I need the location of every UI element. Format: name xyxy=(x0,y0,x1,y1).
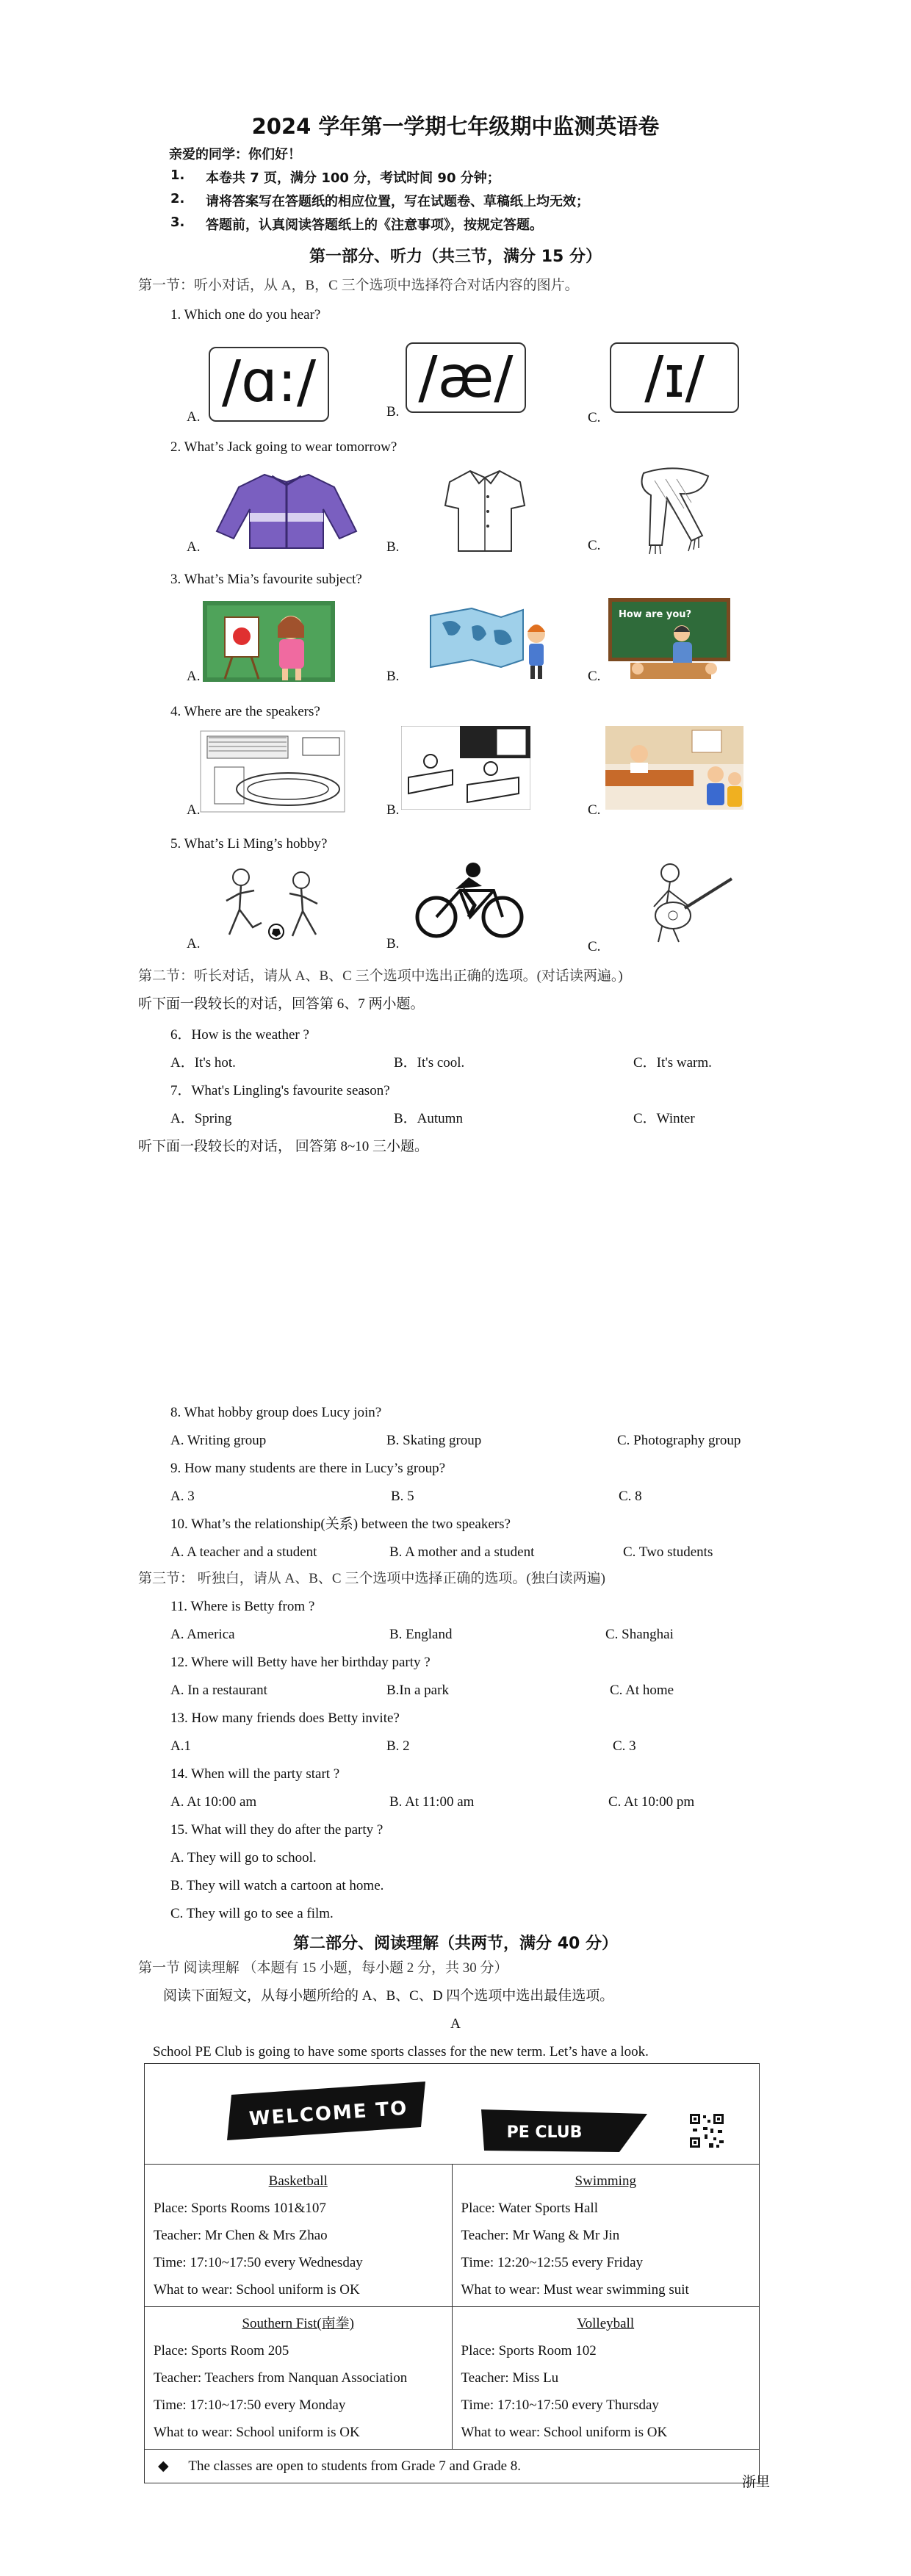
q15-option-c: C. They will go to see a film. xyxy=(170,1906,334,1921)
class-wear: What to wear: School uniform is OK xyxy=(154,2282,360,2298)
class-place: Place: Sports Rooms 101&107 xyxy=(154,2201,326,2216)
passage-label: A xyxy=(450,2016,461,2032)
question-10: 10. What’s the relationship(关系) between the two speakers? xyxy=(170,1517,511,1532)
class-name: Southern Fist(南拳) xyxy=(242,2316,355,2331)
classroom-image xyxy=(401,726,530,810)
q2-label-a: A. xyxy=(187,539,201,555)
question-4: 4. Where are the speakers? xyxy=(170,704,320,719)
dialog-b-instructions: 听下面一段较长的对话， 回答第 8~10 三小题。 xyxy=(138,1139,429,1154)
part2-instructions: 阅读下面短文，从每小题所给的 A、B、C、D 四个选项中选出最佳选项。 xyxy=(163,1988,614,2004)
board-text: How are you? xyxy=(619,609,692,620)
q5-label-b: B. xyxy=(386,936,400,951)
pe-club-banner-cell xyxy=(145,2064,760,2165)
q11-option-c: C. Shanghai xyxy=(605,1627,674,1642)
class-name: Basketball xyxy=(268,2173,328,2189)
question-2: 2. What’s Jack going to wear tomorrow? xyxy=(170,439,397,455)
notice-num-3: 3. xyxy=(170,215,185,230)
question-8: 8. What hobby group does Lucy join? xyxy=(170,1405,382,1420)
class-time: Time: 17:10~17:50 every Thursday xyxy=(461,2397,659,2413)
passage-intro: School PE Club is going to have some sports classes for the new term. Let’s have a look. xyxy=(153,2044,649,2059)
question-15: 15. What will they do after the party ? xyxy=(170,1822,384,1838)
scarf-image xyxy=(622,466,732,555)
q12-option-b: B.In a park xyxy=(386,1683,449,1698)
part1-sec2-instructions: 第二节：听长对话，请从 A、B、C 三个选项中选出正确的选项。(对话读两遍。) xyxy=(138,968,623,984)
q13-option-a: A.1 xyxy=(170,1738,191,1754)
qr-code-icon xyxy=(688,2112,725,2149)
q1-label-b: B. xyxy=(386,404,400,420)
pe-club-text: PE CLUB xyxy=(506,2123,583,2142)
q4-label-c: C. xyxy=(588,802,601,818)
question-3: 3. What’s Mia’s favourite subject? xyxy=(170,572,362,587)
class-name: Swimming xyxy=(575,2173,636,2189)
q6-option-b: B．It's cool. xyxy=(394,1055,465,1071)
q14-option-b: B. At 11:00 am xyxy=(389,1794,475,1810)
q3-label-b: B. xyxy=(386,669,400,684)
sports-field-image xyxy=(200,730,345,813)
q8-option-a: A. Writing group xyxy=(170,1433,267,1448)
q12-option-a: A. In a restaurant xyxy=(170,1683,267,1698)
ipa-card-c: /ɪ/ xyxy=(610,342,739,413)
q7-option-c: C．Winter xyxy=(633,1111,695,1126)
shirt-image xyxy=(441,467,529,554)
pe-club-note-text: The classes are open to students from Grade 7 and Grade 8. xyxy=(188,2458,522,2474)
q11-option-a: A. America xyxy=(170,1627,235,1642)
q10-option-b: B. A mother and a student xyxy=(389,1544,535,1560)
question-7: 7．What's Lingling's favourite season? xyxy=(170,1083,390,1098)
class-teacher: Teacher: Mr Chen & Mrs Zhao xyxy=(154,2228,328,2243)
q8-option-b: B. Skating group xyxy=(386,1433,482,1448)
q8-option-c: C. Photography group xyxy=(617,1433,741,1448)
class-card-volleyball xyxy=(452,2307,760,2450)
q2-label-c: C. xyxy=(588,538,601,553)
q7-option-b: B．Autumn xyxy=(394,1111,463,1126)
welcome-banner xyxy=(226,2079,431,2143)
q3-label-a: A. xyxy=(187,669,201,684)
greeting: 亲爱的同学：你们好！ xyxy=(169,147,301,162)
class-place: Place: Water Sports Hall xyxy=(461,2201,598,2216)
dialog-a-instructions: 听下面一段较长的对话，回答第 6、7 两小题。 xyxy=(138,996,425,1012)
q4-label-b: B. xyxy=(386,802,400,818)
class-place: Place: Sports Room 205 xyxy=(154,2343,289,2359)
cycling-image xyxy=(411,860,529,939)
geography-map-image xyxy=(428,601,552,682)
pe-club-table xyxy=(144,2063,760,2483)
q11-option-b: B. England xyxy=(389,1627,453,1642)
question-14: 14. When will the party start ? xyxy=(170,1766,340,1782)
q6-option-a: A．It's hot. xyxy=(170,1055,236,1071)
q5-label-c: C. xyxy=(588,939,601,954)
q13-option-c: C. 3 xyxy=(613,1738,636,1754)
notice-num-1: 1. xyxy=(170,168,185,183)
q4-label-a: A. xyxy=(187,802,201,818)
class-card-swimming xyxy=(452,2165,760,2307)
ipa-card-a: /ɑ:/ xyxy=(209,347,329,422)
class-wear: What to wear: School uniform is OK xyxy=(154,2425,360,2440)
q13-option-b: B. 2 xyxy=(386,1738,410,1754)
class-time: Time: 17:10~17:50 every Monday xyxy=(154,2397,346,2413)
notice-text-2: 请将答案写在答题纸的相应位置，写在试题卷、草稿纸上均无效； xyxy=(206,194,589,209)
question-11: 11. Where is Betty from ? xyxy=(170,1599,315,1614)
q2-label-b: B. xyxy=(386,539,400,555)
q14-option-a: A. At 10:00 am xyxy=(170,1794,257,1810)
welcome-text: WELCOME TO xyxy=(248,2097,409,2131)
q5-label-a: A. xyxy=(187,936,201,951)
part1-sec3-instructions: 第三节： 听独白，请从 A、B、C 三个选项中选择正确的选项。(独白读两遍) xyxy=(138,1571,605,1586)
class-card-basketball xyxy=(145,2165,453,2307)
part1-sec1-instructions: 第一节：听小对话，从 A，B，C 三个选项中选择符合对话内容的图片。 xyxy=(138,278,579,293)
guitar-image xyxy=(636,860,736,945)
q6-option-c: C．It's warm. xyxy=(633,1055,712,1071)
q9-option-a: A. 3 xyxy=(170,1489,195,1504)
part2-sec1-instructions: 第一节 阅读理解 （本题有 15 小题，每小题 2 分，共 30 分） xyxy=(138,1960,508,1976)
q12-option-c: C. At home xyxy=(610,1683,674,1698)
class-teacher: Teacher: Miss Lu xyxy=(461,2370,559,2386)
class-teacher: Teacher: Teachers from Nanquan Association xyxy=(154,2370,408,2386)
q9-option-b: B. 5 xyxy=(391,1489,414,1504)
canteen-image xyxy=(605,726,743,810)
class-time: Time: 12:20~12:55 every Friday xyxy=(461,2255,644,2270)
q15-option-b: B. They will watch a cartoon at home. xyxy=(170,1878,384,1893)
q10-option-a: A. A teacher and a student xyxy=(170,1544,317,1560)
class-name: Volleyball xyxy=(577,2316,635,2331)
page-title: 2024 学年第一学期七年级期中监测英语卷 xyxy=(251,114,660,139)
question-13: 13. How many friends does Betty invite? xyxy=(170,1710,400,1726)
q9-option-c: C. 8 xyxy=(619,1489,642,1504)
part2-title: 第二部分、阅读理解（共两节，满分 40 分） xyxy=(293,1935,618,1953)
class-time: Time: 17:10~17:50 every Wednesday xyxy=(154,2255,363,2270)
notice-text-3: 答题前，认真阅读答题纸上的《注意事项》，按规定答题。 xyxy=(206,217,543,233)
question-9: 9. How many students are there in Lucy’s group? xyxy=(170,1461,446,1476)
pe-club-note xyxy=(145,2450,760,2483)
q7-option-a: A．Spring xyxy=(170,1111,232,1126)
part1-title: 第一部分、听力（共三节，满分 15 分） xyxy=(309,248,602,266)
diamond-bullet-icon: ◆ xyxy=(158,2458,169,2474)
question-6: 6．How is the weather ? xyxy=(170,1027,309,1043)
q1-label-c: C. xyxy=(588,410,601,425)
question-1: 1. Which one do you hear? xyxy=(170,307,321,323)
footer-text: 浙里 xyxy=(742,2475,771,2490)
english-class-image xyxy=(608,598,730,680)
q14-option-c: C. At 10:00 pm xyxy=(608,1794,695,1810)
q3-label-c: C. xyxy=(588,669,601,684)
class-place: Place: Sports Room 102 xyxy=(461,2343,597,2359)
art-class-image xyxy=(203,601,335,682)
notice-num-2: 2. xyxy=(170,191,185,206)
notice-text-1: 本卷共 7 页，满分 100 分，考试时间 90 分钟； xyxy=(206,170,500,186)
q1-label-a: A. xyxy=(187,409,201,425)
ipa-card-b: /æ/ xyxy=(406,342,526,413)
class-wear: What to wear: Must wear swimming suit xyxy=(461,2282,689,2298)
class-wear: What to wear: School uniform is OK xyxy=(461,2425,668,2440)
class-card-southern-fist xyxy=(145,2307,453,2450)
q10-option-c: C. Two students xyxy=(623,1544,713,1560)
pe-club-banner xyxy=(480,2107,649,2155)
class-teacher: Teacher: Mr Wang & Mr Jin xyxy=(461,2228,620,2243)
football-image xyxy=(213,864,338,943)
jacket-image xyxy=(213,469,360,550)
question-12: 12. Where will Betty have her birthday party ? xyxy=(170,1655,431,1670)
q15-option-a: A. They will go to school. xyxy=(170,1850,317,1866)
question-5: 5. What’s Li Ming’s hobby? xyxy=(170,836,328,852)
